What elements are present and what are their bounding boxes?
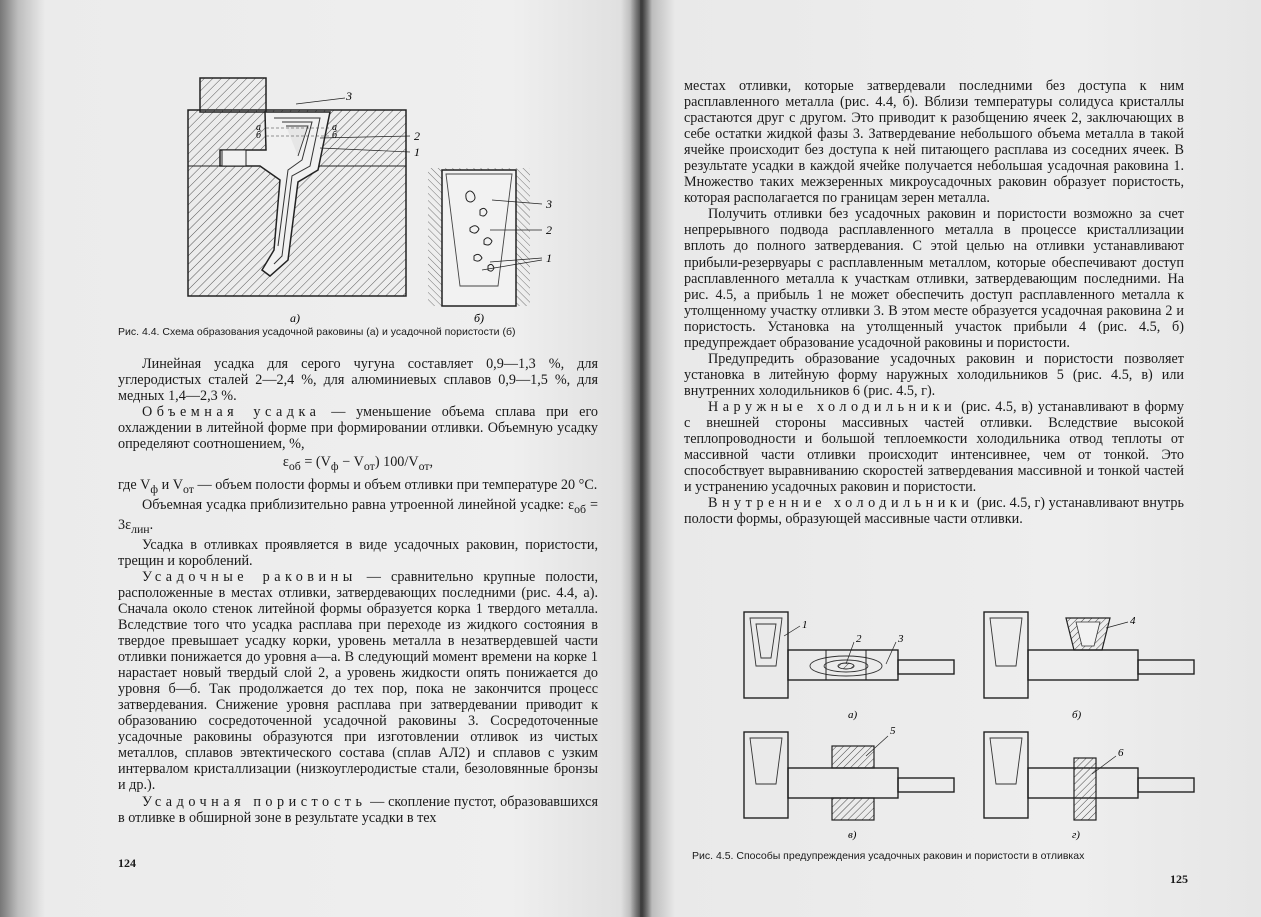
callout-2-b: 2 — [546, 223, 552, 237]
figure-4-5-a-drawing — [744, 612, 954, 698]
sub-label-b: б) — [474, 311, 485, 325]
callout-a-left: а — [256, 122, 261, 133]
callout-3-b: 3 — [546, 197, 552, 211]
figure-4-5-g-drawing — [984, 732, 1194, 820]
paragraph-external-chills: Наружные холодильники (рис. 4.5, в) устанавливают в форму с внешней стороны массивных частей отливки. Вследствие высокой теплопроводности и большой теплоемкости холодильника отвод теплоты от массивной части отливки происходит интенсивнее, чем от тонкой. Это способствует выравниванию скоростей затвердевания массивной и тонкой частей и устранению усадочных раковин и пористости. — [684, 398, 1185, 496]
figure-4-5 — [736, 606, 1206, 846]
callout-a-right: а — [332, 122, 337, 133]
sub-label-a: а) — [290, 311, 300, 325]
callout-2-a: 2 — [414, 129, 420, 143]
right-page — [640, 0, 1261, 917]
sub-label-g: г) — [1072, 829, 1080, 841]
figure-4-5-caption: Рис. 4.5. Способы предупреждения усадочных раковин и пористости в отливках — [692, 850, 1085, 862]
term-volumetric-shrinkage: Объемная усадка — [142, 404, 321, 421]
page-number-right: 125 — [1170, 872, 1188, 886]
callout-3: 3 — [898, 633, 904, 645]
sub-label-b: б) — [1072, 709, 1082, 721]
term-shrinkage-porosity: Усадочная пористость — [142, 793, 367, 810]
callout-b-right: б — [332, 130, 338, 141]
sub-label-v: в) — [848, 829, 857, 841]
term-external-chills: Наружные холодильники — [708, 398, 957, 415]
figure-4-5-b-drawing — [984, 612, 1194, 698]
paragraph-porosity-continued: местах отливки, которые затвердевали последними без доступа к ним расплавленного металла (рис. 4.4, б). Вблизи температуры солидуса кристаллы срастаются друг с другом. Это приводит к разобщению ячеек 2, заключающих в себе остатки жидкой фазы 3. Затвердевание небольшого объема металла в такой ячейке происходит без доступа к ней питающего расплава из соседних ячеек. В результате усадки в каждой ячейке получается небольшая усадочная раковина 1. Множество таких межзеренных микроусадочных раковин образует пористость, которая располагается по границам зерен металла. — [684, 78, 1184, 207]
right-page-text — [684, 78, 1184, 527]
term-shrinkage-cavities: Усадочные раковины — [142, 568, 357, 585]
callout-1: 1 — [802, 619, 808, 631]
paragraph-shrinkage-porosity: Усадочная пористость — скопление пустот, образовавшихся в отливке в обширной зоне в результате усадки в тех — [118, 793, 598, 826]
formula-volumetric-shrinkage: $\varepsilon_{об} = (V_ф - V_{от})$ $100/V_{от}$, — [282, 454, 434, 474]
callout-4: 4 — [1130, 615, 1136, 627]
paragraph-chills: Предупредить образование усадочных раковин и пористости позволяет установка в литейную форму наружных холодильников 5 (рис. 4.5, в) или внутренних холодильников 6 (рис. 4.5, г). — [684, 350, 1184, 399]
callout-5: 5 — [890, 725, 896, 737]
paragraph-triple-linear: Объемная усадка приблизительно равна утроенной линейной усадке: $\varepsilon_{об} = 3\varepsilon_{лин}$. — [118, 497, 598, 536]
term-internal-chills: Внутренние холодильники — [708, 495, 974, 512]
callout-1-b: 1 — [546, 251, 552, 265]
paragraph-linear-shrinkage: Линейная усадка для серого чугуна составляет 0,9—1,3 %, для углеродистых сталей 2—2,4 %, для алюминиевых сплавов 0,9—1,5 %, для медных 1,4—2,3 %. — [118, 356, 598, 405]
book-gutter-shadow — [630, 0, 652, 917]
figure-4-5-v-drawing — [744, 732, 954, 820]
paragraph-volumetric-shrinkage: Объемная усадка — уменьшение объема сплава при его охлаждении в литейной форме при формировании отливки. Объемную усадку определяют соотношением, %, — [118, 404, 598, 453]
paragraph-internal-chills: Внутренние холодильники (рис. 4.5, г) устанавливают внутрь полости формы, образующей массивные части отливки. — [684, 495, 1184, 528]
paragraph-defects: Усадка в отливках проявляется в виде усадочных раковин, пористости, трещин и короблений. — [118, 536, 598, 569]
paragraph-risers: Получить отливки без усадочных раковин и пористости возможно за счет непрерывного подвода расплавленного металла в процессе кристаллизации вплоть до полного затвердевания. С этой целью на отливки устанавливают прибыли-резервуары с расплавленным металлом, которые обеспечивают доступ расплавленного металла к участкам отливки, затвердевающим последними. На рис. 4.5, а прибыль 1 не может обеспечить доступ расплавленного металла к утолщенному участку отливки 3. В этом месте образуется усадочная раковина 2 и пористость. Установка на утолщенный участок прибыли 4 (рис. 4.5, б) предупреждает образование усадочной раковины и пористости. — [684, 206, 1184, 351]
figure-4-4 — [170, 70, 630, 330]
page-number-left: 124 — [118, 856, 136, 870]
figure-4-4-caption: Рис. 4.4. Схема образования усадочной раковины (а) и усадочной пористости (б) — [118, 326, 516, 338]
left-page-text — [118, 356, 598, 826]
callout-b-left: б — [256, 130, 262, 141]
callout-3-a: 3 — [346, 89, 352, 103]
callout-2: 2 — [856, 633, 862, 645]
sub-label-a: а) — [848, 709, 858, 721]
paragraph-where: где $V_ф$ и $V_{от}$ — объем полости формы и объем отливки при температуре 20 °C. — [118, 477, 598, 496]
figure-4-4-a-drawing — [188, 78, 410, 296]
paragraph-shrinkage-cavities: Усадочные раковины — сравнительно крупные полости, расположенные в местах отливки, затвердевающих последними (рис. 4.4, а). Сначала около стенок литейной формы образуется корка 1 твердого металла. Вследствие того что усадка расплава при переходе из жидкого состояния в твердое превышает усадку корки, уровень металла в незатвердевшей части отливки понижается до уровня а—а. В следующий момент времени на корке 1 нарастает новый твердый слой 2, а уровень жидкости опять понижается до уровня б—б. Так продолжается до тех пор, пока не закончится процесс затвердевания. Снижение уровня расплава при затвердевании приводит к образованию сосредоточенной усадочной раковины 3. Сосредоточенные усадочные раковины образуются при изготовлении отливок из чистых металлов, сплавов эвтектического состава (сплав АЛ2) и сплавов с узким интервалом кристаллизации (низкоуглеродистые стали, безоловянные бронзы и др.). — [118, 568, 598, 794]
callout-1-a: 1 — [414, 145, 420, 159]
figure-4-4-b-drawing — [428, 168, 542, 306]
callout-6: 6 — [1118, 747, 1124, 759]
